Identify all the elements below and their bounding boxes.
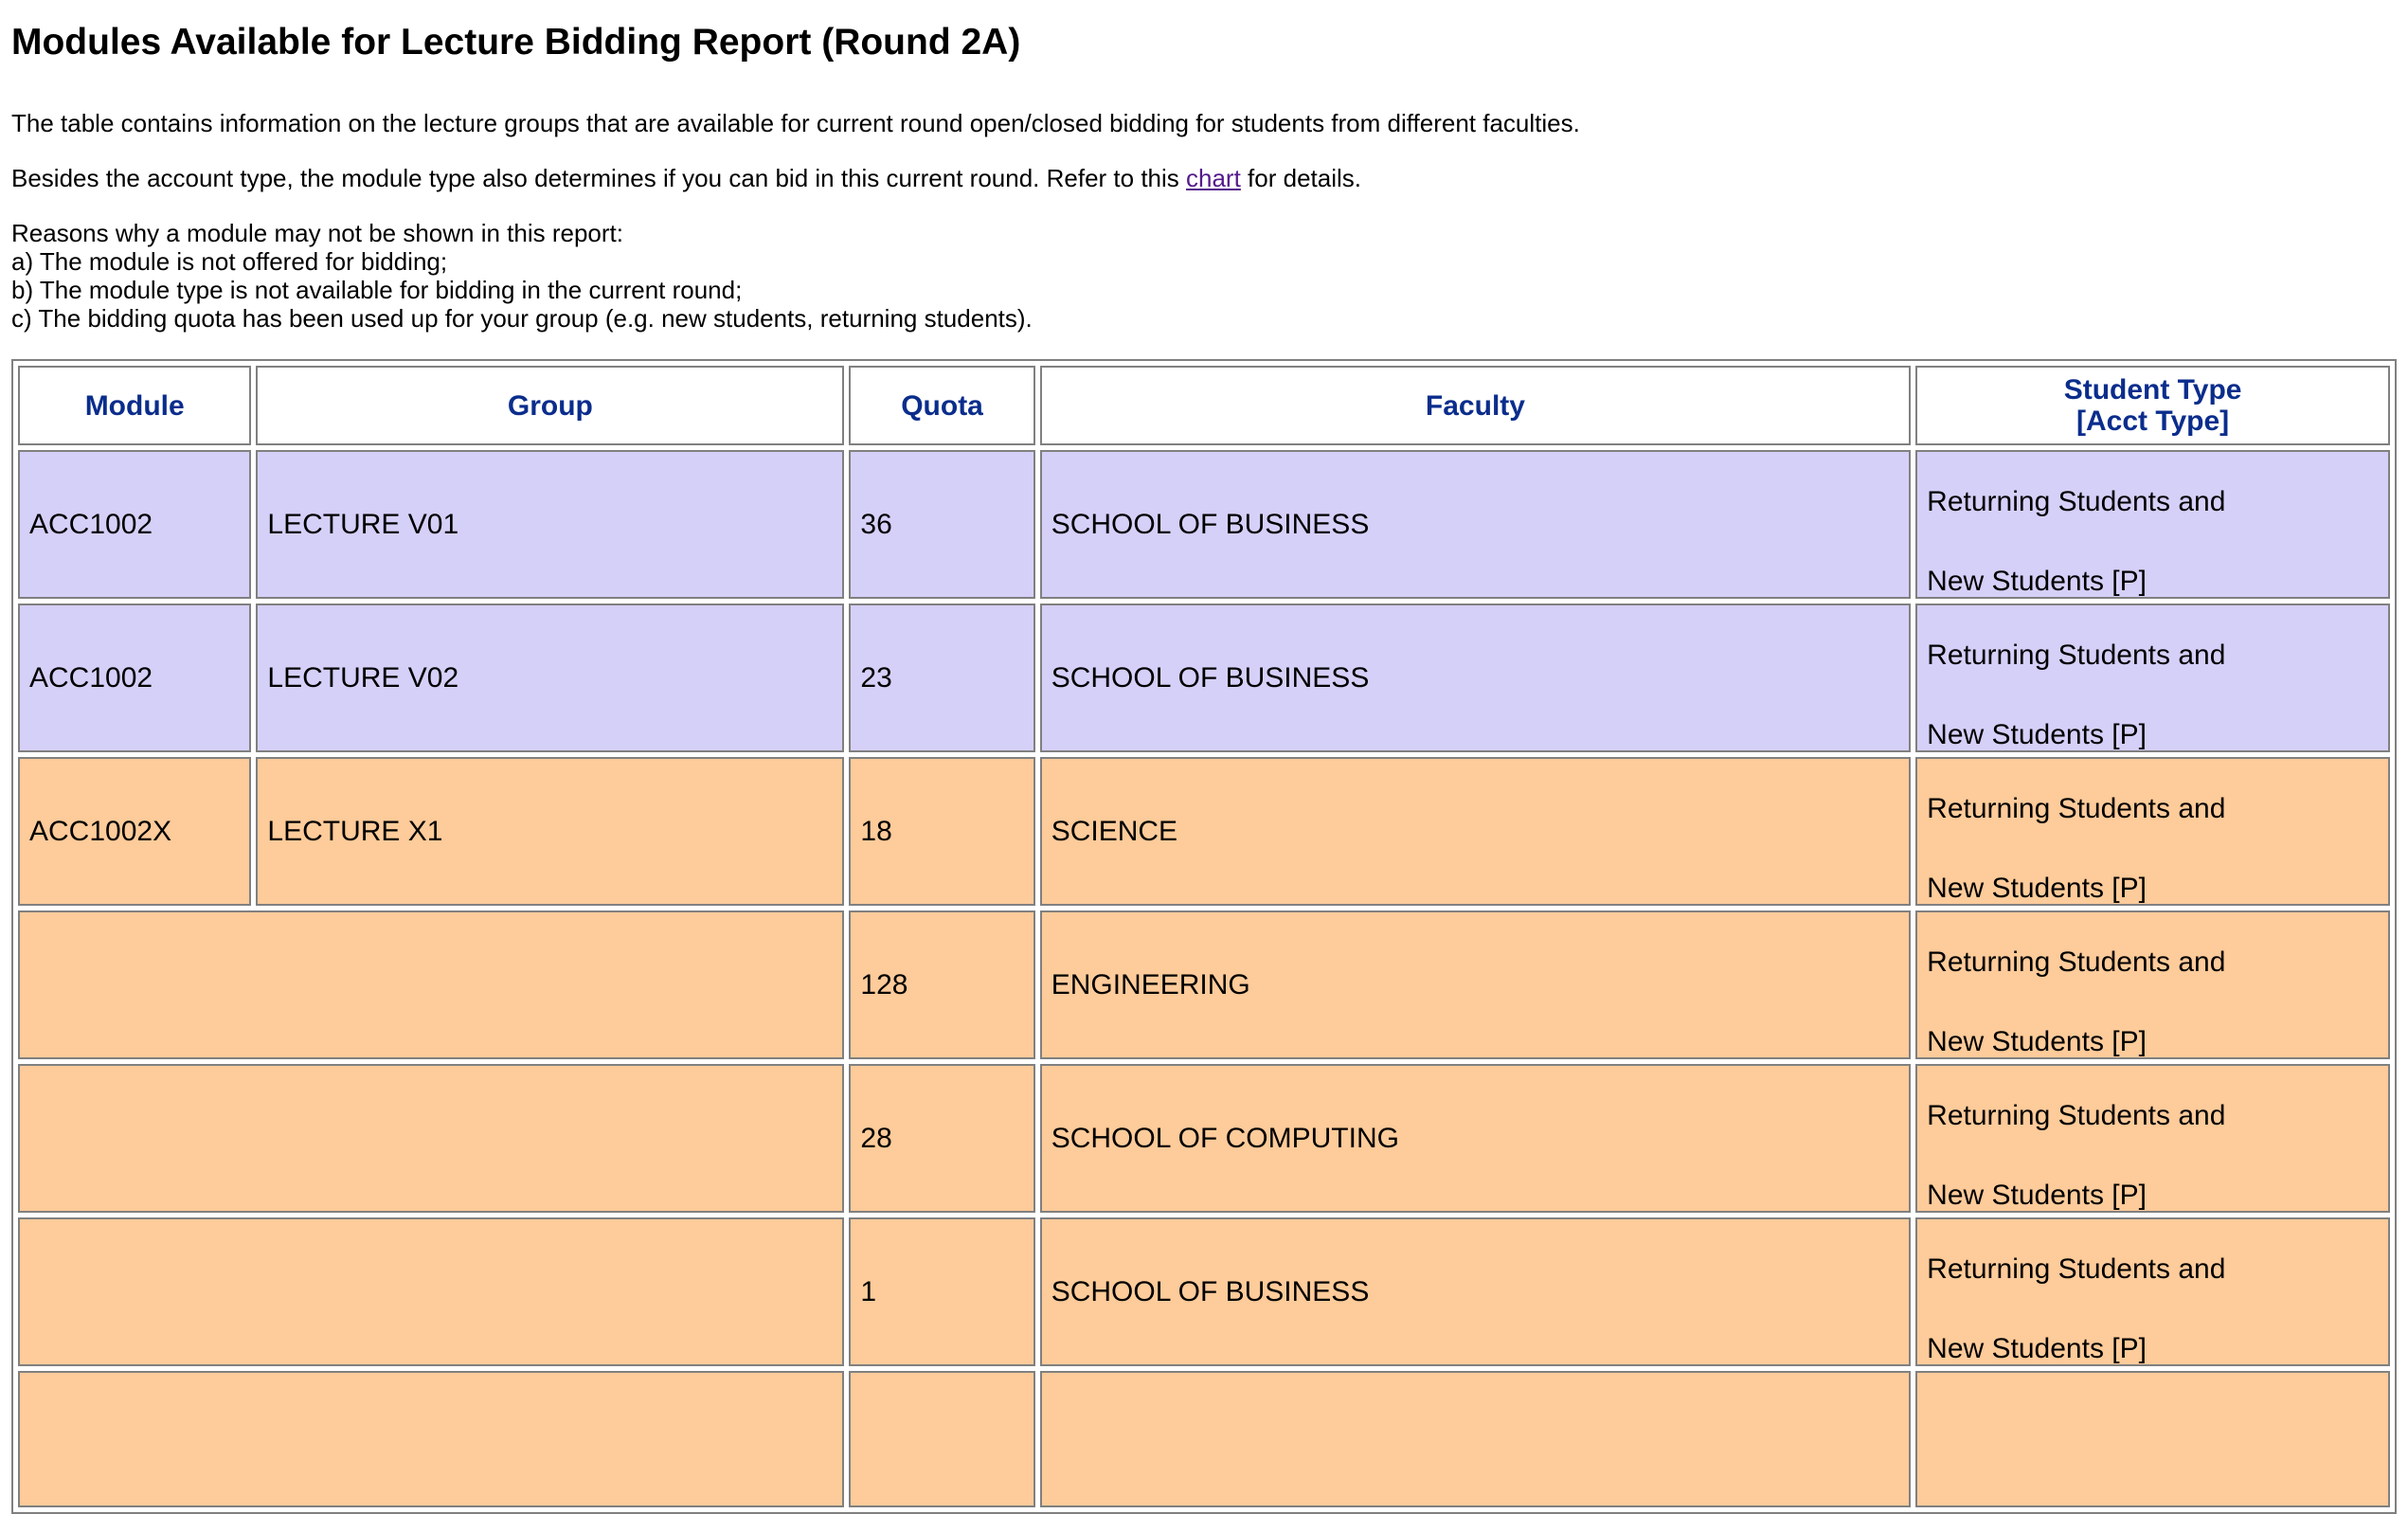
cell-module: ACC1002 — [18, 604, 251, 752]
reason-item: b) The module type is not available for bidding in the current round; — [11, 276, 743, 304]
student-type-line2: New Students [P] — [1927, 1026, 2147, 1057]
student-type-line2: New Students [P] — [1927, 873, 2147, 904]
cell-student-type — [1915, 910, 2390, 1059]
cell-student-type — [1915, 1371, 2390, 1507]
table-row — [18, 757, 2390, 906]
reasons-heading: Reasons why a module may not be shown in this report: — [11, 219, 624, 247]
header-faculty: Faculty — [1040, 366, 1911, 445]
student-type-line2: New Students [P] — [1927, 1333, 2147, 1364]
report-page — [0, 19, 2408, 1364]
student-type-line1: Returning Students and — [1927, 793, 2226, 824]
cell-faculty: SCHOOL OF BUSINESS — [1040, 450, 1911, 599]
cell-quota: 128 — [849, 910, 1034, 1059]
table-row — [18, 604, 2390, 752]
table-row — [18, 910, 2390, 1059]
cell-quota: 28 — [849, 1064, 1034, 1213]
header-group: Group — [256, 366, 844, 445]
cell-group: LECTURE V02 — [256, 604, 844, 752]
reason-item: a) The module is not offered for bidding; — [11, 247, 448, 276]
table-row — [18, 1064, 2390, 1213]
student-type-line2: New Students [P] — [1927, 566, 2147, 597]
cell-quota: 18 — [849, 757, 1034, 906]
header-student-type-line1: Student Type — [2063, 374, 2242, 406]
reason-item: c) The bidding quota has been used up for your group (e.g. new students, returning students). — [11, 304, 1033, 333]
student-type-line1: Returning Students and — [1927, 640, 2226, 671]
chart-reference-text — [11, 164, 2397, 192]
cell-group: LECTURE X1 — [256, 757, 844, 906]
cell-faculty: SCHOOL OF BUSINESS — [1040, 1217, 1911, 1366]
cell-module-group-blank — [18, 1371, 844, 1507]
cell-faculty — [1040, 1371, 1911, 1507]
cell-module-group-blank — [18, 1064, 844, 1213]
cell-module: ACC1002X — [18, 757, 251, 906]
cell-faculty: SCIENCE — [1040, 757, 1911, 906]
student-type-line1: Returning Students and — [1927, 486, 2226, 517]
cell-student-type — [1915, 1064, 2390, 1213]
cell-student-type — [1915, 1217, 2390, 1366]
chart-reference-prefix: Besides the account type, the module type also determines if you can bid in this current round. Refer to this — [11, 164, 1187, 192]
cell-student-type — [1915, 450, 2390, 599]
student-type-line2: New Students [P] — [1927, 719, 2147, 750]
page-title: Modules Available for Lecture Bidding Report (Round 2A) — [11, 22, 1021, 63]
cell-group: LECTURE V01 — [256, 450, 844, 599]
table-header-row — [18, 366, 2390, 445]
cell-quota: 36 — [849, 450, 1034, 599]
table-row-partial — [18, 1371, 2390, 1507]
cell-faculty: SCHOOL OF BUSINESS — [1040, 604, 1911, 752]
table-row — [18, 450, 2390, 599]
header-student-type — [1915, 366, 2390, 445]
cell-quota: 1 — [849, 1217, 1034, 1366]
cell-faculty: ENGINEERING — [1040, 910, 1911, 1059]
cell-module-group-blank — [18, 910, 844, 1059]
cell-module: ACC1002 — [18, 450, 251, 599]
cell-quota — [849, 1371, 1034, 1507]
student-type-line2: New Students [P] — [1927, 1180, 2147, 1211]
header-quota: Quota — [849, 366, 1034, 445]
table-row — [18, 1217, 2390, 1366]
cell-faculty: SCHOOL OF COMPUTING — [1040, 1064, 1911, 1213]
chart-reference-suffix: for details. — [1240, 164, 1361, 192]
intro-text: The table contains information on the lecture groups that are available for current round open/closed bidding for students from different faculties. — [11, 109, 1580, 137]
header-module: Module — [18, 366, 251, 445]
cell-student-type — [1915, 604, 2390, 752]
bidding-table — [11, 359, 2397, 1514]
cell-module-group-blank — [18, 1217, 844, 1366]
student-type-line1: Returning Students and — [1927, 946, 2226, 978]
cell-student-type — [1915, 757, 2390, 906]
cell-quota: 23 — [849, 604, 1034, 752]
student-type-line1: Returning Students and — [1927, 1253, 2226, 1285]
header-student-type-line2: [Acct Type] — [2076, 406, 2230, 437]
reasons-block — [11, 219, 2397, 333]
chart-link[interactable]: chart — [1186, 164, 1241, 192]
student-type-line1: Returning Students and — [1927, 1100, 2226, 1131]
